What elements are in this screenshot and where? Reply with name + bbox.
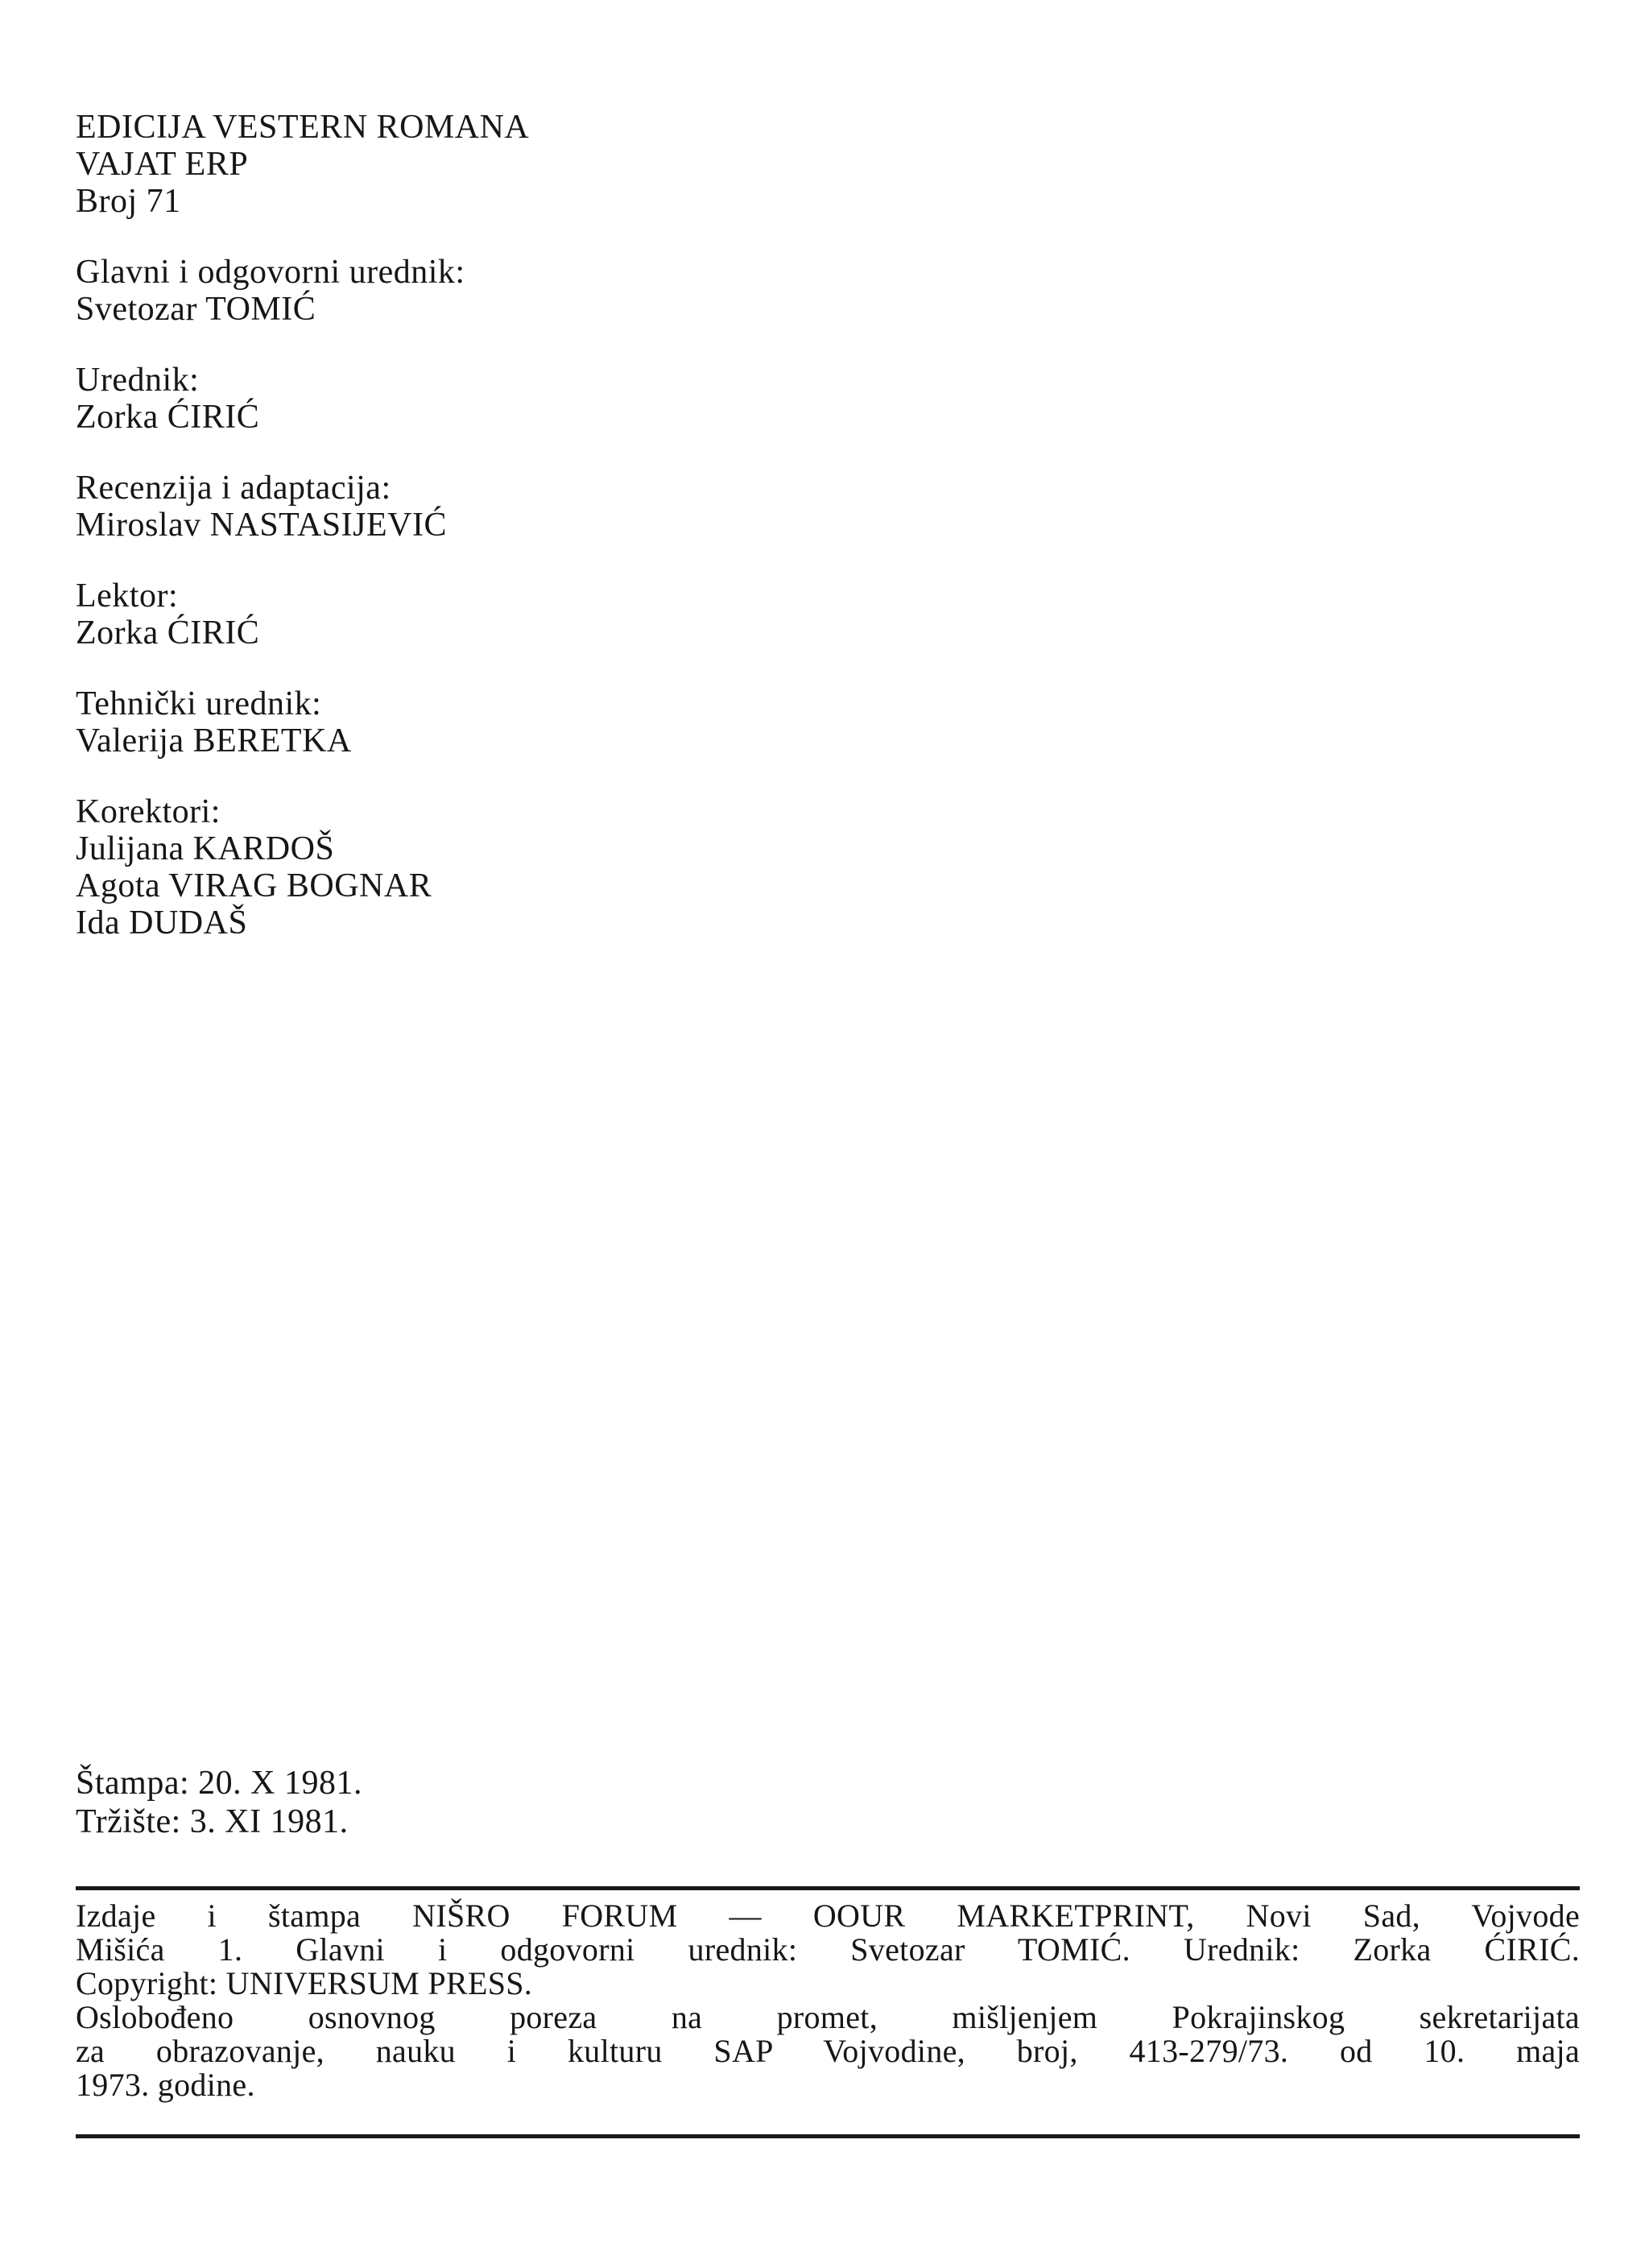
bottom-rule <box>76 2134 1580 2138</box>
print-date: Štampa: 20. X 1981. <box>76 1765 362 1802</box>
top-rule <box>76 1886 1580 1890</box>
editor-name: Zorka ĆIRIĆ <box>76 399 260 436</box>
editor-in-chief-block <box>76 254 800 328</box>
proofreader-block <box>76 577 800 652</box>
issue-number: Broj 71 <box>76 183 181 220</box>
corrector-name: Agota VIRAG BOGNAR <box>76 867 432 904</box>
technical-editor-block <box>76 685 800 759</box>
editor-in-chief-role: Glavni i odgovorni urednik: <box>76 254 465 291</box>
review-role: Recenzija i adaptacija: <box>76 470 391 507</box>
editor-in-chief-name: Svetozar TOMIĆ <box>76 291 316 328</box>
imprint-line: Izdaje i štampa NIŠRO FORUM — OOUR MARKETPRINT, Novi Sad, Vojvode <box>76 1898 1580 1934</box>
credits-section <box>76 109 800 975</box>
editor-role: Urednik: <box>76 362 200 399</box>
review-name: Miroslav NASTASIJEVIĆ <box>76 507 447 544</box>
imprint-line: Oslobođeno osnovnog poreza na promet, mišljenjem Pokrajinskog sekretarijata <box>76 1999 1580 2035</box>
correctors-role: Korektori: <box>76 793 221 830</box>
correctors-block <box>76 793 800 942</box>
proofreader-name: Zorka ĆIRIĆ <box>76 615 260 652</box>
market-date: Tržište: 3. XI 1981. <box>76 1803 349 1840</box>
editor-block <box>76 362 800 436</box>
proofreader-role: Lektor: <box>76 577 179 615</box>
technical-editor-name: Valerija BERETKA <box>76 722 352 759</box>
series-title: EDICIJA VESTERN ROMANA <box>76 109 530 146</box>
imprint-section <box>76 1899 1580 2102</box>
series-block <box>76 109 800 220</box>
series-name: VAJAT ERP <box>76 146 249 183</box>
corrector-name: Ida DUDAŠ <box>76 904 248 942</box>
imprint-line: 1973. godine. <box>76 2067 255 2103</box>
imprint-line: za obrazovanje, nauku i kulturu SAP Vojvodine, broj, 413-279/73. od 10. maja <box>76 2033 1580 2069</box>
technical-editor-role: Tehnički urednik: <box>76 685 322 722</box>
dates-section <box>76 1764 800 1841</box>
imprint-line: Mišića 1. Glavni i odgovorni urednik: Svetozar TOMIĆ. Urednik: Zorka ĆIRIĆ. <box>76 1931 1580 1968</box>
review-block <box>76 470 800 544</box>
corrector-name: Julijana KARDOŠ <box>76 830 335 867</box>
imprint-line: Copyright: UNIVERSUM PRESS. <box>76 1965 533 2001</box>
